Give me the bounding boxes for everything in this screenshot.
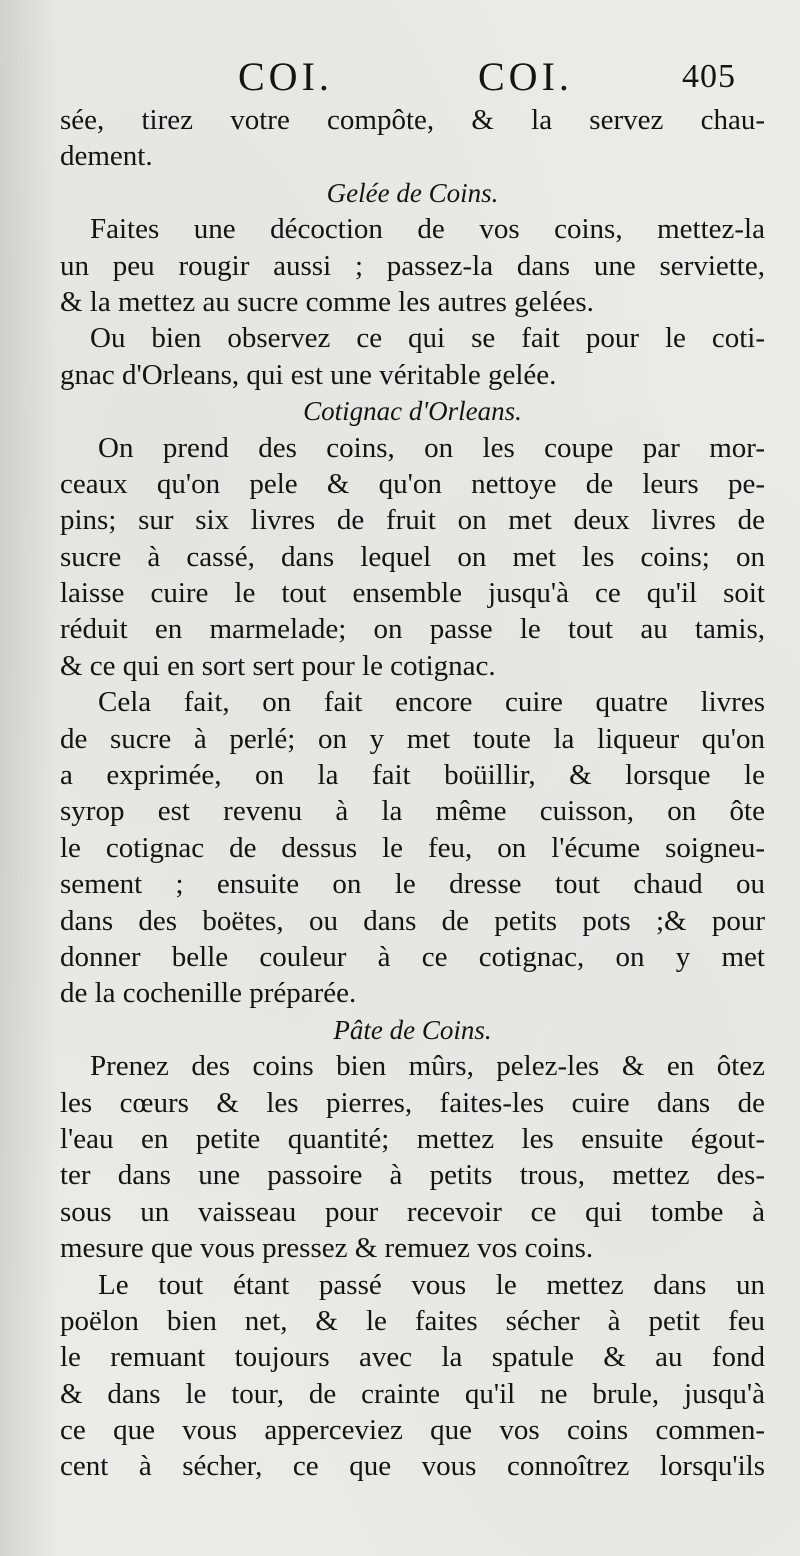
text-line: On prend des coins, on les coupe par mor- (98, 431, 765, 464)
text-line: sucre à cassé, dans lequel on met les coins; on (60, 540, 765, 573)
text-line: Faites une décoction de vos coins, mettez-la (90, 213, 765, 246)
text-line: donner belle couleur à ce cotignac, on y met (60, 940, 765, 973)
text-line: sous un vaisseau pour recevoir ce qui tombe à (60, 1195, 765, 1228)
gutter-shadow (0, 0, 60, 1556)
text-line: pins; sur six livres de fruit on met deux livres de (60, 504, 765, 537)
text-line: Cela fait, on fait encore cuire quatre livres (98, 686, 765, 719)
body-text (60, 102, 765, 1485)
page-number: 405 (682, 58, 736, 95)
text-line: & ce qui en sort sert pour le cotignac. (60, 649, 496, 682)
section-heading: Cotignac d'Orleans. (303, 396, 522, 427)
text-line: réduit en marmelade; on passe le tout au tamis, (60, 613, 765, 646)
text-line: ce que vous apperceviez que vos coins commen- (60, 1414, 765, 1447)
text-line: sement ; ensuite on le dresse tout chaud ou (60, 868, 765, 901)
text-line: de sucre à perlé; on y met toute la liqueur qu'on (60, 722, 765, 755)
text-line: cent à sécher, ce que vous connoîtrez lorsqu'ils (60, 1450, 765, 1483)
text-line: a exprimée, on la fait boüillir, & lorsque le (60, 759, 765, 792)
section-heading: Gelée de Coins. (326, 177, 499, 208)
text-line: Prenez des coins bien mûrs, pelez-les & en ôtez (90, 1050, 765, 1083)
text-line: syrop est revenu à la même cuisson, on ôte (60, 795, 765, 828)
running-head-right: COI. (478, 54, 573, 99)
text-line: dement. (60, 140, 153, 173)
text-line: gnac d'Orleans, qui est une véritable gelée. (60, 358, 557, 391)
text-line: mesure que vous pressez & remuez vos coins. (60, 1232, 594, 1265)
text-line: un peu rougir aussi ; passez-la dans une serviette, (60, 249, 765, 282)
text-line: & dans le tour, de crainte qu'il ne brule, jusqu'à (60, 1377, 765, 1410)
text-line: ceaux qu'on pele & qu'on nettoye de leurs pe- (60, 467, 765, 500)
text-line: Ou bien observez ce qui se fait pour le coti- (90, 322, 765, 355)
text-line: Le tout étant passé vous le mettez dans un (98, 1268, 765, 1301)
running-head-left: COI. (238, 54, 333, 99)
text-line: poëlon bien net, & le faites sécher à petit feu (60, 1304, 765, 1337)
text-line: de la cochenille préparée. (60, 977, 357, 1010)
text-line: l'eau en petite quantité; mettez les ensuite égout- (60, 1122, 765, 1155)
text-line: le remuant toujours avec la spatule & au fond (60, 1341, 765, 1374)
page-header (0, 52, 800, 102)
text-line: sée, tirez votre compôte, & la servez chau- (60, 104, 765, 136)
section-heading: Pâte de Coins. (333, 1014, 492, 1045)
text-line: les cœurs & les pierres, faites-les cuire dans de (60, 1086, 765, 1119)
text-line: & la mettez au sucre comme les autres gelées. (60, 285, 594, 318)
text-line: dans des boëtes, ou dans de petits pots ;& pour (60, 904, 765, 937)
text-line: ter dans une passoire à petits trous, mettez des- (60, 1159, 765, 1192)
text-line: le cotignac de dessus le feu, on l'écume soigneu- (60, 831, 765, 864)
text-line: laisse cuire le tout ensemble jusqu'à ce qu'il soit (60, 577, 765, 610)
